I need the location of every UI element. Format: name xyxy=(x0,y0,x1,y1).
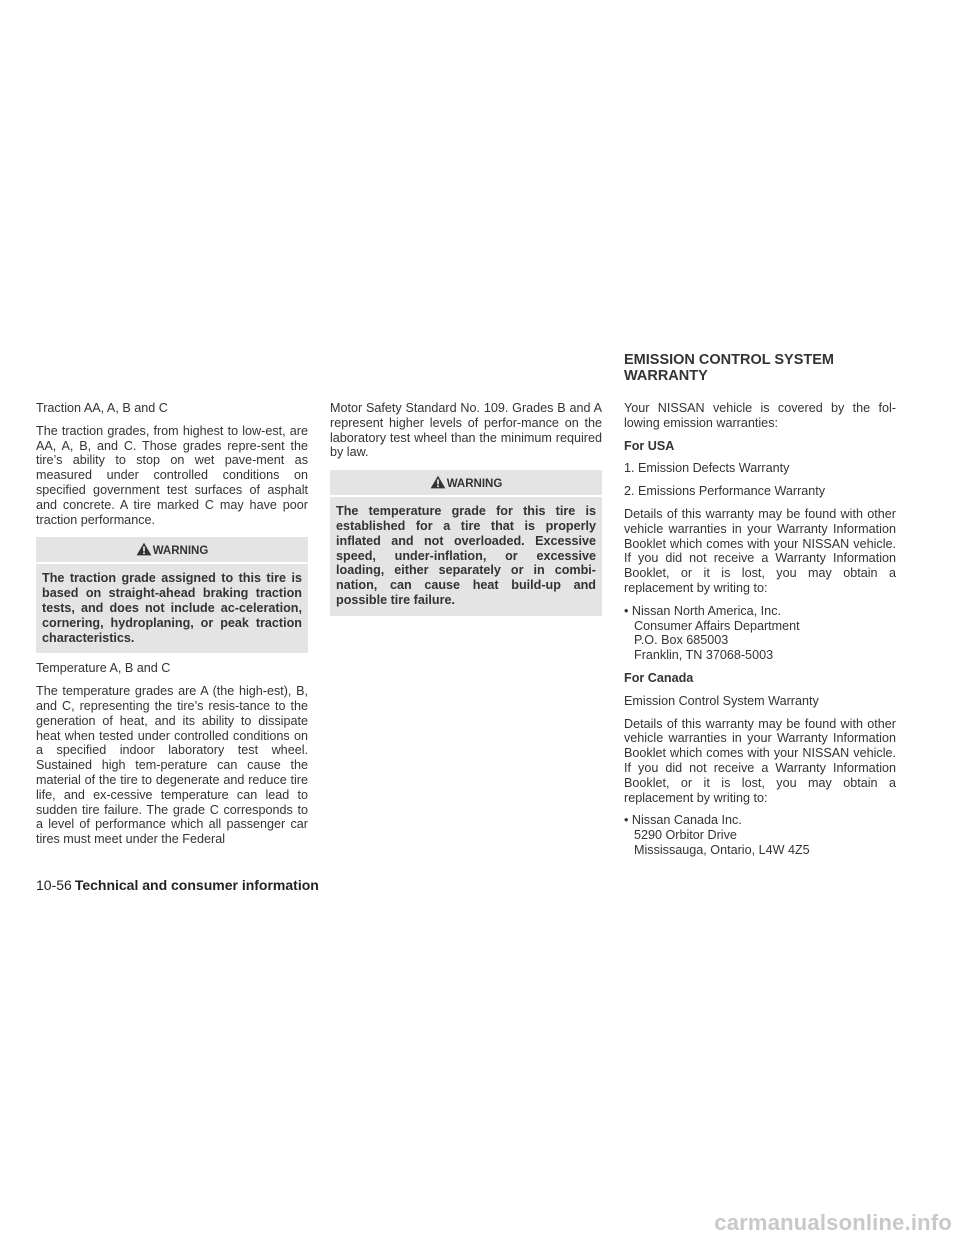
page-footer xyxy=(36,876,319,894)
address-line: 5290 Orbitor Drive xyxy=(634,828,737,843)
traction-heading: Traction AA, A, B and C xyxy=(36,401,168,415)
warning-box-temperature xyxy=(330,470,602,616)
usa-item-1: 1. Emission Defects Warranty xyxy=(624,461,790,476)
warning-text: The temperature grade for this tire is established for a tire that is properly inflated and not overloaded. Excessive speed, under-inflation, or excessive loading, either separately or in combi-nation, can cause heat build-up and possible tire failure. xyxy=(336,504,596,607)
canada-address xyxy=(624,813,896,857)
address-line: Mississauga, Ontario, L4W 4Z5 xyxy=(634,842,810,857)
page-number: 10-56 xyxy=(36,877,72,893)
warning-header xyxy=(36,537,308,564)
warning-text: The traction grade assigned to this tire is based on straight-ahead braking traction tests, and does not include ac-celeration, cornering, hydroplaning, or peak traction characteristics. xyxy=(42,571,302,645)
usa-address xyxy=(624,604,896,663)
column-3 xyxy=(624,401,896,866)
warning-triangle-icon xyxy=(430,475,446,489)
warning-title: WARNING xyxy=(152,545,209,558)
temperature-paragraph: The temperature grades are A (the high-est), B, and C, representing the tire’s resis-tance to the generation of heat, and its ability to dissipate heat when tested under controlled conditions on a specified indoor laboratory test wheel. Sustained high tem-perature can cause the material of the tire to degenerate and reduce tire life, and ex-cessive temperature can lead to sudden tire failure. The grade C corresponds to a level of performance which all passenger car tires must meet under the Federal xyxy=(36,684,308,847)
warning-title: WARNING xyxy=(446,478,503,491)
usa-heading: For USA xyxy=(624,438,675,453)
address-line: P.O. Box 685003 xyxy=(634,633,729,648)
temperature-heading: Temperature A, B and C xyxy=(36,661,171,676)
section-title-emission-warranty: EMISSION CONTROL SYSTEM WARRANTY xyxy=(624,352,835,384)
chapter-title: Technical and consumer information xyxy=(74,877,319,893)
emission-intro: Your NISSAN vehicle is covered by the fol-lowing emission warranties: xyxy=(624,401,896,430)
canada-item: Emission Control System Warranty xyxy=(624,693,819,708)
address-line: • Nissan Canada Inc. xyxy=(624,813,742,828)
canada-heading: For Canada xyxy=(624,670,694,685)
warning-box-traction xyxy=(36,537,308,653)
warning-header xyxy=(330,470,602,497)
usa-item-2: 2. Emissions Performance Warranty xyxy=(624,484,826,499)
usa-details: Details of this warranty may be found with other vehicle warranties in your Warranty Information Booklet which comes with your NISSAN vehicle. If you did not receive a Warranty Information Booklet, or it is lost, you may obtain a replacement by writing to: xyxy=(624,506,896,595)
column-2 xyxy=(330,401,602,624)
column-1 xyxy=(36,401,308,855)
watermark: carmanualsonline.info xyxy=(714,1210,952,1235)
temperature-paragraph-continued: Motor Safety Standard No. 109. Grades B and A represent higher levels of perfor-mance on the laboratory test wheel than the minimum required by law. xyxy=(330,401,602,460)
warning-triangle-icon xyxy=(136,542,152,556)
address-line: Consumer Affairs Department xyxy=(634,618,800,633)
canada-details: Details of this warranty may be found with other vehicle warranties in your Warranty Information Booklet which comes with your NISSAN vehicle. If you did not receive a Warranty Information Booklet, or it is lost, you may obtain a replacement by writing to: xyxy=(624,716,896,805)
traction-paragraph: The traction grades, from highest to low-est, are AA, A, B, and C. Those grades repre-sent the tire’s ability to stop on wet pave-ment as measured under controlled conditions on specified government test surfaces of asphalt and concrete. A tire marked C may have poor traction performance. xyxy=(36,423,308,527)
address-line: Franklin, TN 37068-5003 xyxy=(634,648,774,663)
address-line: • Nissan North America, Inc. xyxy=(624,603,781,618)
